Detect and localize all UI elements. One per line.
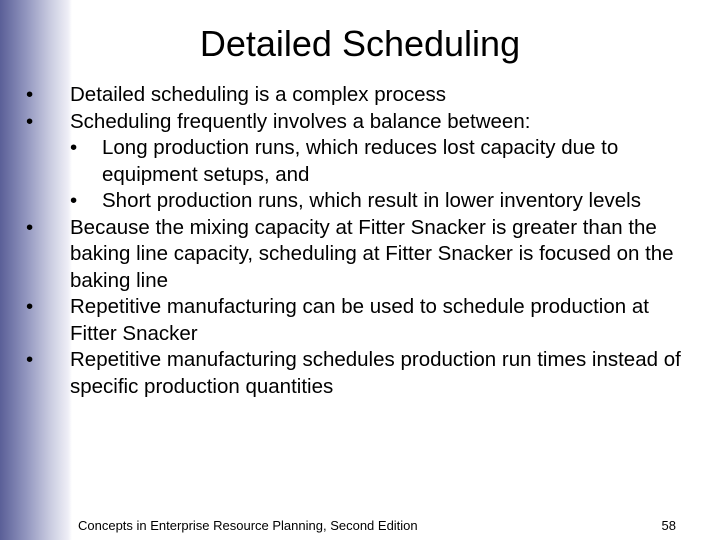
bullet-dot-icon: •	[26, 295, 34, 318]
bullet-dot-icon: •	[26, 348, 34, 371]
bullet-item	[26, 82, 696, 109]
sub-bullet-item	[70, 135, 696, 188]
bullet-text: Scheduling frequently involves a balance between:	[70, 109, 531, 133]
sub-bullet-text: Short production runs, which result in lower inventory levels	[102, 189, 641, 212]
bullet-dot-icon: •	[26, 83, 34, 106]
bullet-item	[26, 215, 696, 295]
bullet-dot-icon: •	[26, 215, 34, 239]
sub-bullet-text: Long production runs, which reduces lost capacity due to equipment setups, and	[102, 136, 619, 186]
footer-page-number: 58	[661, 518, 676, 533]
bullet-text: Detailed scheduling is a complex process	[70, 83, 447, 106]
sub-bullet-dot-icon: •	[70, 189, 78, 212]
slide-title: Detailed Scheduling	[199, 23, 521, 64]
sub-bullet-list	[70, 135, 696, 215]
bullet-item	[26, 347, 696, 400]
sub-bullet-item	[70, 188, 696, 215]
bullet-item	[26, 109, 696, 215]
bullet-text: Repetitive manufacturing can be used to schedule production at Fitter Snacker	[70, 295, 649, 345]
bullet-text: Repetitive manufacturing schedules production run times instead of specific production quantities	[70, 348, 681, 398]
footer-source: Concepts in Enterprise Resource Planning, Second Edition	[78, 518, 418, 533]
bullet-dot-icon: •	[26, 109, 34, 133]
bullet-list	[26, 82, 696, 400]
bullet-item	[26, 294, 696, 347]
bullet-text: Because the mixing capacity at Fitter Snacker is greater than the baking line capacity, scheduling at Fitter Snacker is focused on the baking line	[70, 215, 674, 292]
sub-bullet-dot-icon: •	[70, 136, 78, 159]
